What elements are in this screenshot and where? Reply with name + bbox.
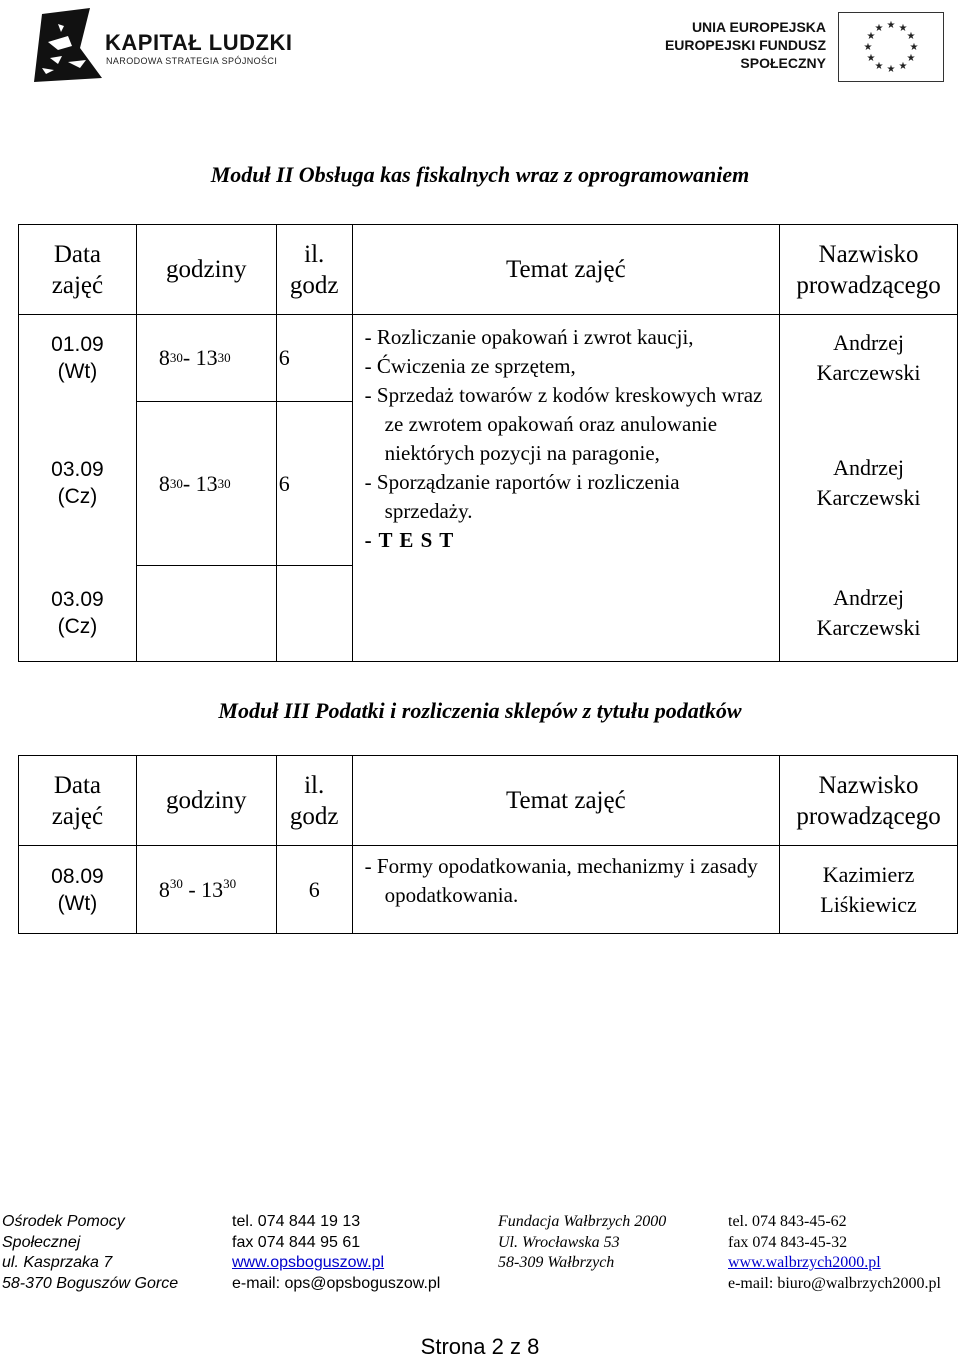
col-header-date: Data zajęć [19,225,137,315]
svg-text:★: ★ [874,61,884,72]
eu-stars-icon [839,13,943,81]
teacher-entry: Andrzej Karczewski [816,455,921,510]
ops-email[interactable]: e-mail: ops@opsboguszow.pl [232,1274,441,1292]
footer-fundacja-address: Fundacja Wałbrzych 2000 Ul. Wrocławska 53 58-309 Wałbrzych [498,1213,667,1271]
svg-text:★: ★ [898,61,908,72]
teacher-cell: Kazimierz Liśkiewicz [780,846,958,934]
eu-text-block [640,18,826,72]
module-3-title: Moduł III Podatki i rozliczenia sklepów z tytułu podatków [218,698,742,723]
col-header-topic: Temat zajęć [352,225,779,315]
eu-line-3: SPOŁECZNY [740,55,826,71]
col-header-il: il. godz [276,225,352,315]
module-2-title: Moduł II Obsługa kas fiskalnych wraz z oprogramowaniem [210,162,750,187]
topic-cell [352,846,779,934]
table-header-row [19,756,958,846]
kapital-ludzki-subtitle: NARODOWA STRATEGIA SPÓJNOŚCI [106,56,278,66]
il-entry: 6 [277,401,352,566]
col-header-date: Data zajęć [19,756,137,846]
module-2-table [18,224,958,662]
col-header-il: il. godz [276,756,352,846]
svg-text:★: ★ [866,31,876,42]
topic-item: - Rozliczanie opakowań i zwrot kaucji, [364,325,694,349]
topic-test: - T E S T [364,528,455,552]
svg-text:★: ★ [886,64,896,75]
hours-cell: $8^{30} - 13^{30}$ [136,846,276,934]
ops-website-link[interactable]: www.opsboguszow.pl [232,1254,385,1271]
topic-item: - Ćwiczenia ze sprzętem, [364,354,576,378]
svg-text:★: ★ [909,42,919,53]
footer-ops-contact: tel. 074 844 19 13 fax 074 844 95 61 www.opsboguszow.pl e-mail: ops@opsboguszow.pl [232,1212,440,1294]
topic-item: - Sprzedaż towarów z kodów kreskowych wraz ze zwrotem opakowań oraz anulowanie niektórych pozycji na paragonie, [364,383,763,465]
page-number: Strona 2 z 8 [420,1334,540,1359]
kapital-ludzki-emblem-icon [28,6,108,86]
eu-line-2: EUROPEJSKI FUNDUSZ [664,37,826,53]
date-cell [19,315,137,662]
footer-ops-address: Ośrodek Pomocy Społecznej ul. Kasprzaka 7 58-370 Boguszów Gorce [2,1213,179,1292]
hours-entry [137,565,276,661]
col-header-hours: godziny [136,225,276,315]
il-entry: 6 [278,344,290,370]
topic-item: - Sporządzanie raportów i rozliczenia sprzedaży. [364,470,680,523]
svg-text:★: ★ [874,23,884,34]
date-entry: 03.09 (Cz) [51,588,104,638]
module-3-table [18,755,958,934]
svg-text:★: ★ [906,53,916,64]
il-cell: 6 [276,846,352,934]
date-cell: 08.09 (Wt) [19,846,137,934]
hours-entry: 8 30 - 13 30 [137,401,276,566]
topic-list [365,323,765,555]
il-cell [276,315,352,662]
teacher-entry: Andrzej Karczewski [816,585,921,640]
table-header-row [19,225,958,315]
svg-text:★: ★ [866,53,876,64]
eu-line-1: UNIA EUROPEJSKA [691,19,826,35]
col-header-teacher: Nazwisko prowadzącego [780,225,958,315]
topic-item: - Formy opodatkowania, mechanizmy i zasady opodatkowania. [364,854,758,907]
hours-entry: 8 30 - 13 30 [158,344,231,370]
svg-text:★: ★ [886,20,896,31]
teacher-cell [780,315,958,662]
il-entry [277,565,352,661]
kapital-ludzki-title: KAPITAŁ LUDZKI [105,30,293,55]
col-header-topic: Temat zajęć [352,756,779,846]
eu-flag [838,12,944,82]
date-entry: 03.09 (Cz) [51,458,104,508]
fundacja-email[interactable]: e-mail: biuro@walbrzych2000.pl [728,1274,941,1292]
table-row [19,846,958,934]
topic-cell [352,315,779,662]
svg-text:★: ★ [863,42,873,53]
teacher-entry: Andrzej Karczewski [816,330,921,385]
col-header-teacher: Nazwisko prowadzącego [780,756,958,846]
hours-cell [136,315,276,662]
fundacja-website-link[interactable]: www.walbrzych2000.pl [728,1254,881,1271]
col-header-hours: godziny [136,756,276,846]
table-row [19,315,958,662]
footer-fundacja-contact: tel. 074 843-45-62 fax 074 843-45-32 www.walbrzych2000.pl e-mail: biuro@walbrzych2000.pl [728,1212,941,1294]
svg-text:★: ★ [906,31,916,42]
date-entry: 01.09 (Wt) [51,333,104,383]
svg-text:★: ★ [898,23,908,34]
